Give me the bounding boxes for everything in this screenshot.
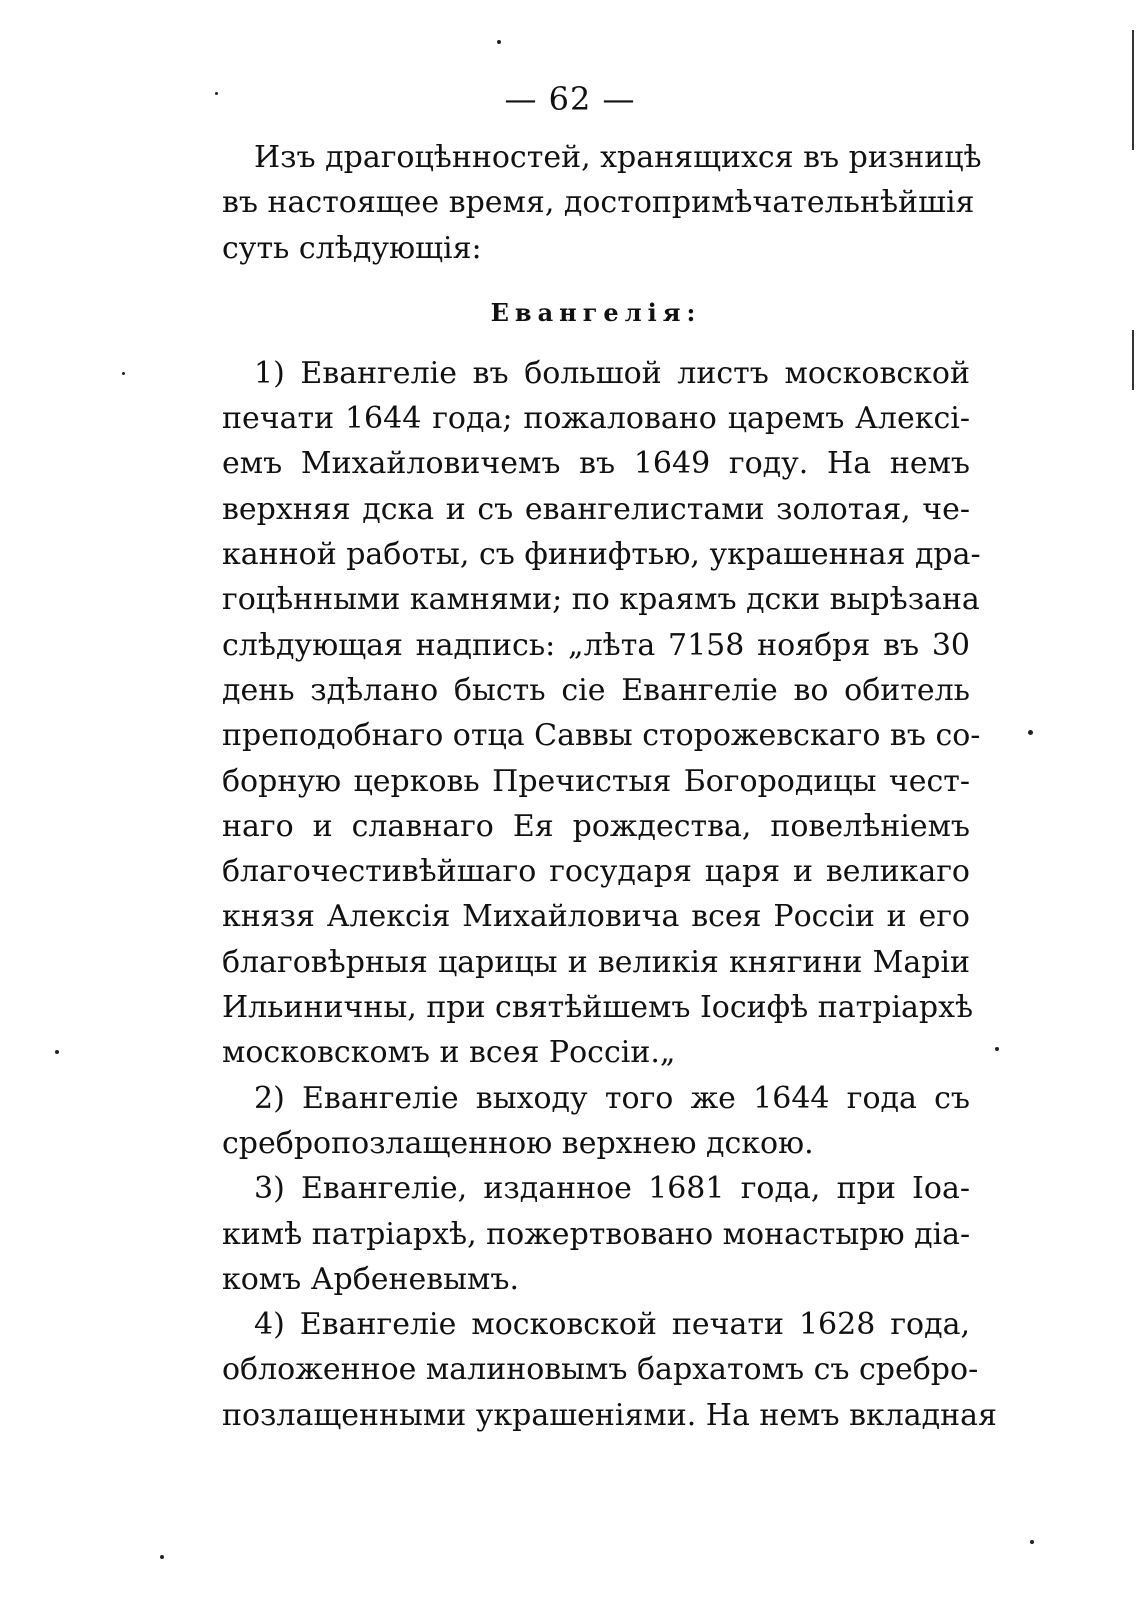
text-line: 1) Евангеліе въ большой листъ московской <box>254 355 970 391</box>
text-line: позлащенными украшеніями. На немъ вкладная <box>222 1397 997 1433</box>
scan-edge-mark <box>1132 30 1134 150</box>
scan-speck <box>497 40 501 44</box>
text-line: московскомъ и всея Россіи.„ <box>222 1035 676 1071</box>
text-line: 4) Евангеліе московской печати 1628 года, <box>254 1307 970 1343</box>
text-line: Изъ драгоцѣнностей, хранящихся въ ризницѣ <box>254 140 982 175</box>
text-line: день здѣлано бысть сіе Евангеліе во обитель <box>222 672 970 708</box>
text-line: благочестивѣйшаго государя царя и великаго <box>222 854 970 890</box>
text-line: борную церковь Пречистыя Богородицы чест- <box>222 763 970 799</box>
text-line: князя Алексія Михайловича всея Россіи и его <box>222 899 970 935</box>
entry-paragraph <box>222 1166 970 1302</box>
scan-speck <box>1028 730 1033 735</box>
text-line: верхняя дска и съ евангелистами золотая, че- <box>222 491 970 527</box>
scan-speck <box>122 372 125 375</box>
scan-edge-mark <box>1132 330 1134 390</box>
entry-paragraph <box>222 1076 970 1167</box>
entry-paragraph <box>222 1302 997 1438</box>
scan-speck <box>55 1050 59 1054</box>
text-line: слѣдующая надпись: „лѣта 7158 ноября въ 30 <box>222 627 970 663</box>
text-line: преподобнаго отца Саввы сторожевскаго въ со- <box>222 718 981 754</box>
scan-speck <box>995 1047 999 1051</box>
text-line: гоцѣнными камнями; по краямъ дски вырѣзана <box>222 582 980 618</box>
text-line: 3) Евангеліе, изданное 1681 года, при Іоа- <box>254 1171 970 1207</box>
text-line: емъ Михайловичемъ въ 1649 году. На немъ <box>222 446 970 482</box>
text-line: Ильиничны, при святѣйшемъ Іосифѣ патріархѣ <box>222 990 974 1026</box>
section-heading: Евангелія: <box>490 297 702 327</box>
text-line: обложенное малиновымъ бархатомъ съ сребро- <box>222 1352 979 1388</box>
text-line: сребропозлащенною верхнею дскою. <box>222 1125 814 1161</box>
text-line: канной работы, съ финифтью, украшенная дра- <box>222 537 981 573</box>
intro-paragraph <box>222 135 982 271</box>
page-number: — 62 — <box>504 80 636 118</box>
text-line: благовѣрныя царицы и великія княгини Маріи <box>222 944 970 980</box>
scan-speck <box>160 1555 164 1559</box>
scan-speck <box>215 92 218 95</box>
entry-paragraph <box>222 351 981 1076</box>
text-line: комъ Арбеневымъ. <box>222 1261 519 1297</box>
text-line: печати 1644 года; пожаловано царемъ Алексі- <box>222 401 970 437</box>
text-line: наго и славнаго Ея рождества, повелѣніемъ <box>222 808 970 844</box>
scan-speck <box>1030 1540 1034 1544</box>
page-text <box>222 135 997 1438</box>
text-line: суть слѣдующія: <box>222 230 482 266</box>
text-line: кимѣ патріархѣ, пожертвовано монастырю діа- <box>222 1216 971 1252</box>
text-line: 2) Евангеліе выходу того же 1644 года съ <box>254 1080 970 1116</box>
text-line: въ настоящее время, достопримѣчательнѣйшія <box>222 185 975 221</box>
